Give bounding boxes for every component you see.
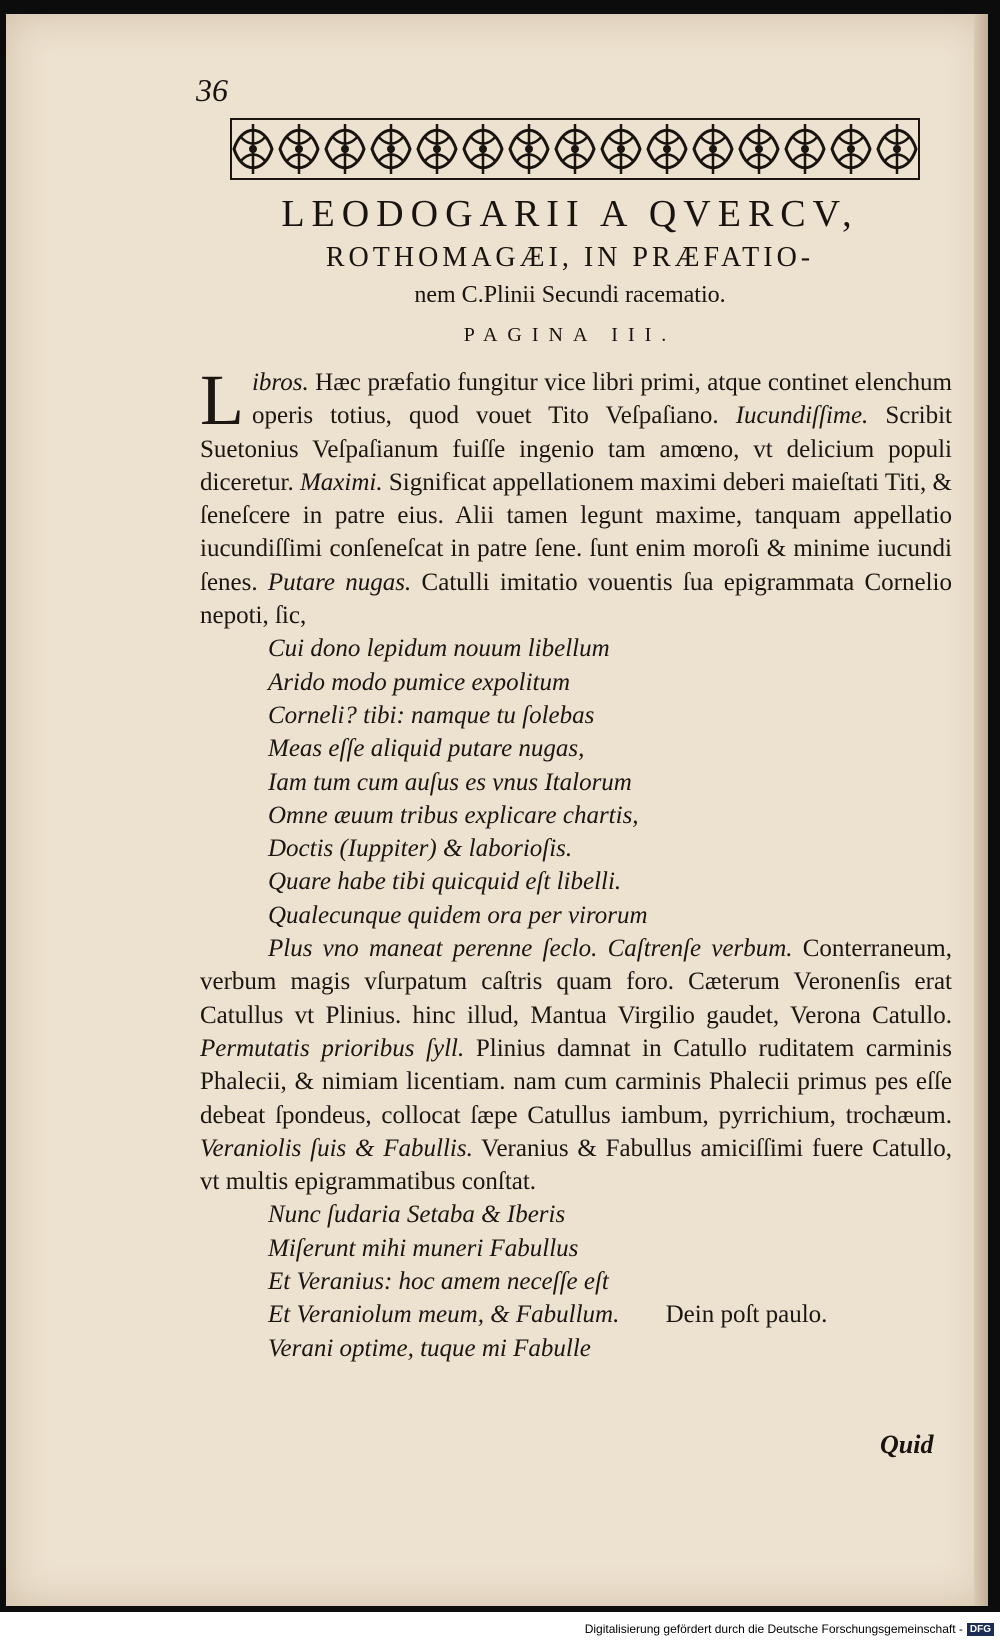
verse-line: Cui dono lepidum nouum libellum (268, 635, 610, 663)
digitization-footer (585, 1622, 994, 1636)
verse-block-2 (200, 1198, 952, 1364)
dfg-logo: DFG (967, 1623, 994, 1636)
verse-line: Meas eſſe aliquid putare nugas, (268, 735, 585, 763)
verse-line: Corneli? tibi: namque tu ſolebas (268, 701, 595, 729)
text-run: Veranius & Fabullus amiciſſimi fuere Catullo, vt multis epigrammatibus conſtat. (200, 1134, 952, 1196)
text-run: Iucundiſſime. (735, 402, 869, 430)
verse-line-with-note (268, 1298, 952, 1331)
body-text (200, 360, 953, 1365)
paragraph-1 (200, 360, 952, 632)
text-run: Scribit Suetonius Veſpaſianum fuiſſe ingenio tam amœno, vt delicium populi diceretur. (200, 402, 952, 496)
verse-line: Verani optime, tuque mi Fabulle (268, 1334, 591, 1362)
page-number: 36 (196, 72, 228, 108)
text-run: Putare nugas. (267, 568, 412, 596)
text-run: Catulli imitatio vouentis ſua epigrammata Cornelio nepoti, ſic, (200, 568, 952, 630)
verse-line: Doctis (Iuppiter) & laborioſis. (268, 835, 573, 863)
verse-line: Qualecunque quidem ora per virorum (268, 901, 648, 929)
title-line-2: ROTHOMAGÆI, IN PRÆFATIO- (325, 242, 815, 273)
title-line-3: nem C.Plinii Secundi racematio. (414, 282, 726, 308)
text-run: Significat appellationem maximi deberi maieſtati Titi, & ſeneſcere in patre eius. Alii tamen legunt maxime, tanquam appellatio iucundiſſimi conſeneſcat in patre ſene. ſunt enim moroſi & minime iucundi ſenes. (200, 468, 952, 596)
verse-line: Miſerunt mihi muneri Fabullus (268, 1234, 579, 1262)
verse-line: Iam tum cum auſus es vnus Italorum (268, 768, 632, 796)
text-run: Permutatis prioribus ſyll. (200, 1034, 465, 1062)
verse-line: Quare habe tibi quicquid eſt libelli. (268, 868, 622, 896)
title-line-1: LEODOGARII A QVERCV, (281, 193, 859, 235)
verse-continuation-note: Dein poſt paulo. (665, 1301, 828, 1329)
text-run: Hæc præfatio fungitur vice libri primi, atque continet elenchum operis totius, quod vouet Tito Veſpaſiano. (251, 369, 952, 430)
title-block (200, 190, 940, 312)
verse-line: Et Veraniolum meum, & Fabullum. (268, 1301, 620, 1329)
decorative-headpiece (230, 118, 920, 180)
text-run: Plinius damnat in Catullo ruditatem carminis Phalecii, & nimiam licentiam. nam cum carminis Phalecii primus pes eſſe debeat ſpondeus, collocat ſæpe Catullus iambum, pyrrichium, trochæum. (200, 1034, 952, 1129)
text-run: Veraniolis ſuis & Fabullis. (200, 1134, 473, 1162)
page-edge (974, 14, 988, 1606)
catchword: Quid (880, 1430, 934, 1459)
text-run: Conterraneum, verbum magis vſurpatum caſtris quam foro. Cæterum Veronenſis erat Catullus vt Plinius. hinc illud, Mantua Virgilio gaudet, Verona Catullo. (200, 935, 953, 1029)
text-run: ibros. (251, 369, 309, 396)
section-heading: PAGINA III. (463, 324, 677, 346)
footer-text: Digitalisierung gefördert durch die Deutsche Forschungsgemeinschaft - (584, 1622, 963, 1636)
verse-line: Et Veranius: hoc amem neceſſe eſt (268, 1268, 609, 1296)
text-run: Caſtrenſe verbum. (607, 935, 793, 963)
verse-line: Omne æuum tribus explicare chartis, (268, 801, 639, 829)
drop-cap: L (200, 360, 244, 440)
paragraph-2 (200, 932, 952, 1198)
verse-block-1 (200, 632, 952, 932)
text-run (597, 935, 607, 962)
text-run: Plus vno maneat perenne ſeclo. (268, 935, 598, 963)
text-run: Maximi. (299, 468, 383, 496)
verse-line: Nunc ſudaria Setaba & Iberis (268, 1201, 566, 1229)
verse-line: Arido modo pumice expolitum (268, 668, 571, 696)
